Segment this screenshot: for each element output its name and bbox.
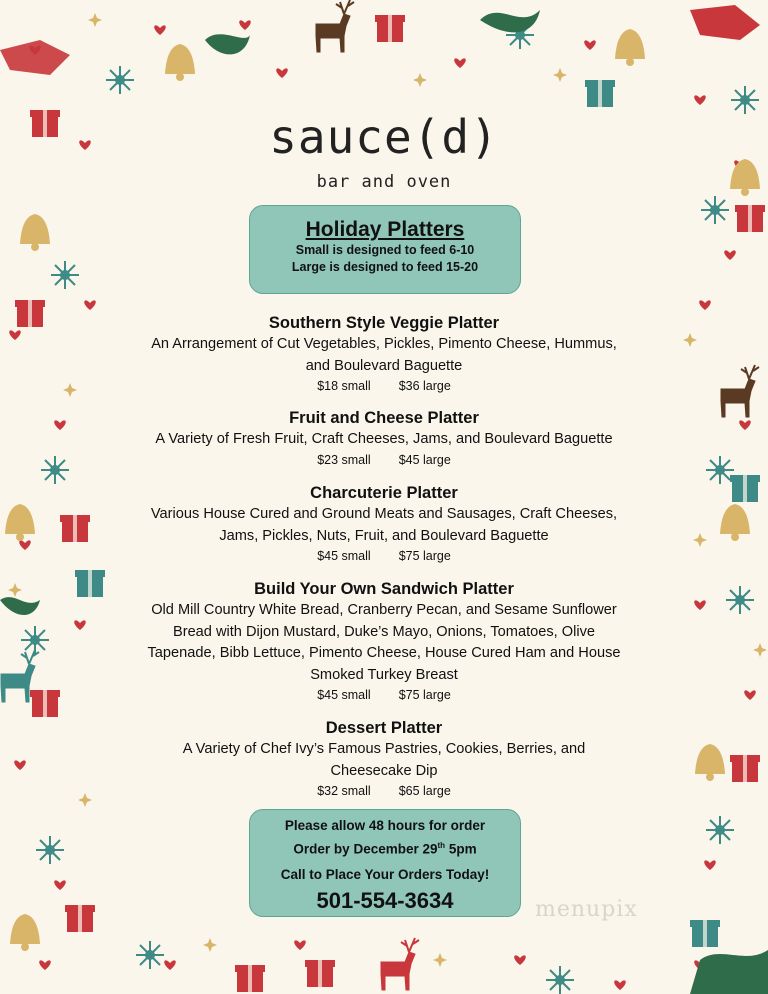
item-prices — [110, 782, 658, 801]
price-small: $45 small — [317, 688, 371, 702]
price-small: $45 small — [317, 549, 371, 563]
watermark: menupix — [535, 897, 638, 922]
price-large: $45 large — [398, 452, 451, 467]
item-description-line: A Variety of Chef Ivy’s Famous Pastries, Cookies, Berries, and — [182, 741, 586, 757]
price-small: $23 small — [317, 452, 371, 467]
item-description-line: Various House Cured and Ground Meats and Sausages, Craft Cheeses, — [150, 506, 618, 522]
price-small: $32 small — [317, 784, 371, 798]
item-title: Dessert Platter — [325, 719, 443, 737]
item-prices — [110, 686, 658, 705]
item-description-line: A Variety of Fresh Fruit, Craft Cheeses, Jams, and Boulevard Baguette — [155, 431, 613, 447]
price-large: $65 large — [398, 784, 451, 798]
call-to-action: Call to Place Your Orders Today! — [280, 866, 490, 882]
price-small: $18 small — [317, 379, 371, 393]
price-large: $75 large — [398, 549, 451, 563]
item-description-line: and Boulevard Baguette — [305, 357, 463, 374]
item-title: Build Your Own Sandwich Platter — [254, 580, 514, 598]
item-title: Fruit and Cheese Platter — [289, 409, 479, 427]
item-prices — [110, 377, 658, 396]
large-size-note: Large is designed to feed 15-20 — [291, 260, 479, 274]
item-description-line: Bread with Dijon Mustard, Duke’s Mayo, Onions, Tomatoes, Olive — [172, 623, 596, 640]
item-description-line: Cheesecake Dip — [330, 762, 438, 779]
price-large: $75 large — [398, 688, 451, 702]
page-title: Holiday Platters — [305, 218, 465, 241]
menu-item-dessert-platter — [110, 717, 658, 801]
order-info-box — [249, 809, 521, 917]
item-prices — [110, 547, 658, 566]
item-prices — [110, 451, 658, 470]
restaurant-tagline: bar and oven — [316, 172, 452, 192]
menu-item-sandwich-platter — [110, 578, 658, 705]
phone-number[interactable]: 501-554-3634 — [316, 887, 454, 913]
item-title: Southern Style Veggie Platter — [268, 314, 500, 332]
item-description-line: Jams, Pickles, Nuts, Fruit, and Boulevard Baguette — [219, 527, 549, 544]
order-deadline: Order by December 29th 5pm — [293, 841, 477, 857]
holiday-platters-header — [249, 205, 521, 294]
item-description-line: An Arrangement of Cut Vegetables, Pickles, Pimento Cheese, Hummus, — [151, 336, 617, 352]
item-description-line: Old Mill Country White Bread, Cranberry Pecan, and Sesame Sunflower — [151, 602, 617, 618]
menu-item-charcuterie-platter — [110, 482, 658, 566]
small-size-note: Small is designed to feed 6-10 — [295, 243, 475, 257]
restaurant-logo: sauce(d) — [269, 110, 499, 164]
price-large: $36 large — [398, 379, 451, 393]
menu-content — [110, 0, 658, 994]
lead-time-note: Please allow 48 hours for order — [284, 818, 486, 833]
item-description-line: Tapenade, Bibb Lettuce, Pimento Cheese, House Cured Ham and House — [147, 645, 621, 661]
menu-item-veggie-platter — [110, 312, 658, 396]
menu-item-fruit-cheese-platter — [110, 407, 658, 470]
item-description-line: Smoked Turkey Breast — [310, 666, 458, 683]
item-title: Charcuterie Platter — [310, 484, 458, 502]
